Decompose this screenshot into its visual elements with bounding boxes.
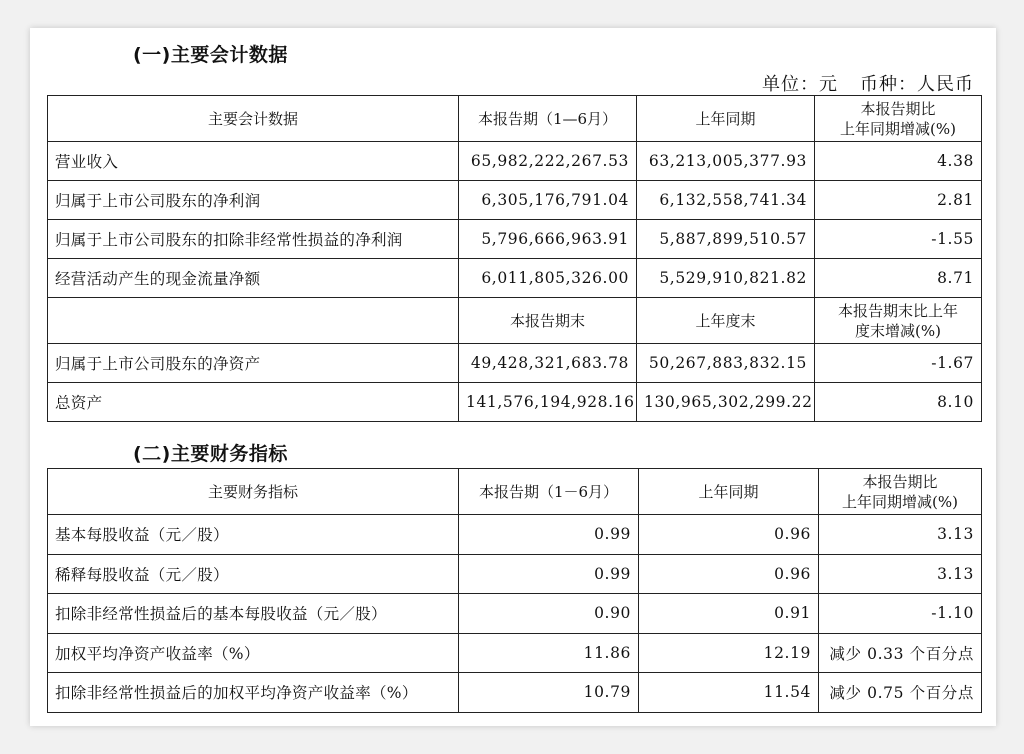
- value-cell: 5,887,899,510.57: [637, 220, 815, 259]
- financial-indicators-table: [47, 468, 982, 713]
- value-cell: 0.96: [639, 515, 819, 555]
- value-cell: 12.19: [639, 633, 819, 673]
- report-page: [30, 28, 996, 726]
- row-label: 经营活动产生的现金流量净额: [48, 259, 459, 298]
- change-cell: 减少 0.33 个百分点: [819, 633, 982, 673]
- row-label: 归属于上市公司股东的扣除非经常性损益的净利润: [48, 220, 459, 259]
- value-cell: 5,796,666,963.91: [459, 220, 637, 259]
- row-label: 加权平均净资产收益率（%）: [48, 633, 459, 673]
- unit-currency-line: [762, 70, 974, 96]
- value-cell: 0.90: [459, 594, 639, 634]
- value-cell: 5,529,910,821.82: [637, 259, 815, 298]
- change-cell: 8.71: [815, 259, 982, 298]
- table-row: [48, 344, 982, 383]
- table-row: [48, 220, 982, 259]
- header-cell: 本报告期比 上年同期增减(%): [815, 96, 982, 142]
- table-row: [48, 594, 982, 634]
- row-label: 归属于上市公司股东的净利润: [48, 181, 459, 220]
- header-cell: 本报告期末比上年 度末增减(%): [815, 298, 982, 344]
- section1-title: (一)主要会计数据: [133, 44, 288, 66]
- table-header-row: [48, 469, 982, 515]
- change-cell: 减少 0.75 个百分点: [819, 673, 982, 713]
- table-row: [48, 633, 982, 673]
- value-cell: 0.96: [639, 554, 819, 594]
- value-cell: 0.99: [459, 554, 639, 594]
- unit-label: 单位：元: [762, 74, 838, 95]
- row-label: 稀释每股收益（元／股）: [48, 554, 459, 594]
- header-cell: 本报告期（1—6月）: [459, 96, 637, 142]
- value-cell: 63,213,005,377.93: [637, 142, 815, 181]
- row-label: 基本每股收益（元／股）: [48, 515, 459, 555]
- table-row: [48, 259, 982, 298]
- value-cell: 10.79: [459, 673, 639, 713]
- header-cell: 主要财务指标: [48, 469, 459, 515]
- table-subheader-row: [48, 298, 982, 344]
- value-cell: 50,267,883,832.15: [637, 344, 815, 383]
- value-cell: 49,428,321,683.78: [459, 344, 637, 383]
- change-cell: 2.81: [815, 181, 982, 220]
- table-row: [48, 383, 982, 422]
- value-cell: 65,982,222,267.53: [459, 142, 637, 181]
- change-cell: 3.13: [819, 554, 982, 594]
- value-cell: 130,965,302,299.22: [637, 383, 815, 422]
- row-label: 归属于上市公司股东的净资产: [48, 344, 459, 383]
- table-row: [48, 515, 982, 555]
- accounting-data-table: [47, 95, 982, 422]
- header-cell: 上年同期: [639, 469, 819, 515]
- header-cell: 上年度末: [637, 298, 815, 344]
- change-cell: -1.67: [815, 344, 982, 383]
- row-label: 扣除非经常性损益后的加权平均净资产收益率（%）: [48, 673, 459, 713]
- header-cell-empty: [48, 298, 459, 344]
- change-cell: -1.10: [819, 594, 982, 634]
- change-cell: 3.13: [819, 515, 982, 555]
- header-cell: 主要会计数据: [48, 96, 459, 142]
- row-label: 总资产: [48, 383, 459, 422]
- header-cell: 上年同期: [637, 96, 815, 142]
- change-cell: -1.55: [815, 220, 982, 259]
- change-cell: 8.10: [815, 383, 982, 422]
- header-cell: 本报告期（1－6月）: [459, 469, 639, 515]
- row-label: 营业收入: [48, 142, 459, 181]
- table-row: [48, 554, 982, 594]
- row-label: 扣除非经常性损益后的基本每股收益（元／股）: [48, 594, 459, 634]
- table-row: [48, 673, 982, 713]
- value-cell: 0.91: [639, 594, 819, 634]
- change-cell: 4.38: [815, 142, 982, 181]
- value-cell: 11.54: [639, 673, 819, 713]
- value-cell: 6,132,558,741.34: [637, 181, 815, 220]
- value-cell: 11.86: [459, 633, 639, 673]
- value-cell: 6,011,805,326.00: [459, 259, 637, 298]
- table-row: [48, 181, 982, 220]
- table-header-row: [48, 96, 982, 142]
- value-cell: 141,576,194,928.16: [459, 383, 637, 422]
- value-cell: 0.99: [459, 515, 639, 555]
- value-cell: 6,305,176,791.04: [459, 181, 637, 220]
- currency-label: 币种：人民币: [860, 74, 974, 95]
- header-cell: 本报告期比 上年同期增减(%): [819, 469, 982, 515]
- table-row: [48, 142, 982, 181]
- section2-title: (二)主要财务指标: [133, 443, 288, 465]
- header-cell: 本报告期末: [459, 298, 637, 344]
